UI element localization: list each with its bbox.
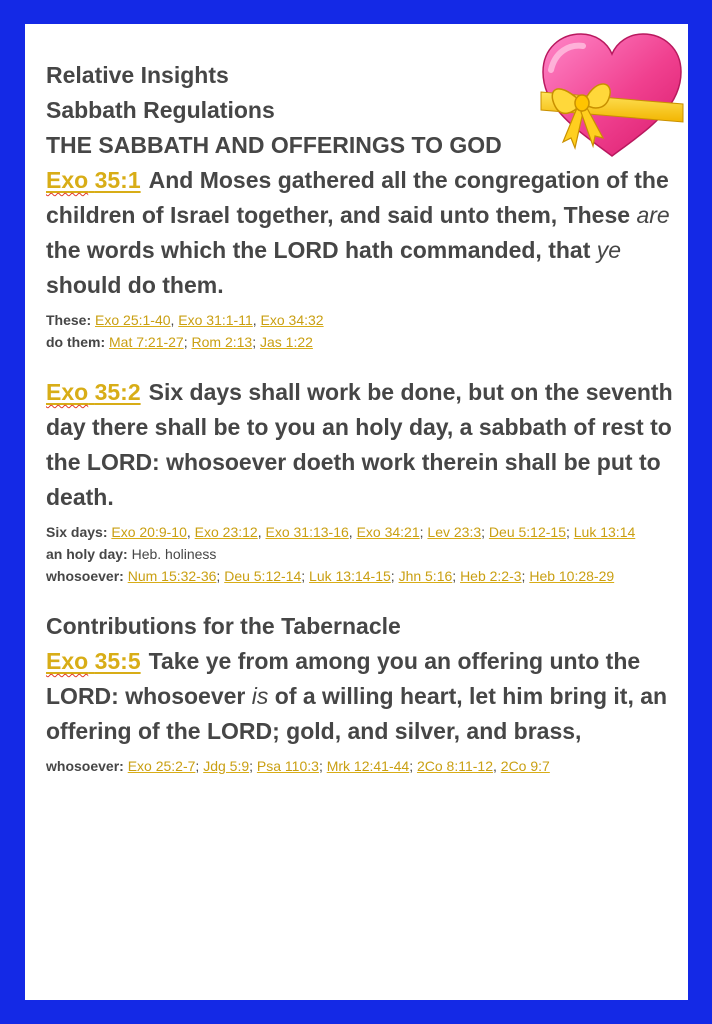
separator: ; xyxy=(183,334,192,350)
note-text: Heb. holiness xyxy=(131,546,217,562)
separator: ; xyxy=(419,524,428,540)
separator: ; xyxy=(409,758,417,774)
ref-book: Exo xyxy=(46,167,89,193)
separator: ; xyxy=(481,524,489,540)
heading-sabbath-regulations: Sabbath Regulations xyxy=(46,97,275,123)
verse-ref-exo-35-1[interactable] xyxy=(46,167,141,193)
cross-ref-link[interactable]: Deu 5:12-14 xyxy=(224,568,302,584)
note-label: Six days: xyxy=(46,524,108,540)
cross-references-35-1 xyxy=(46,309,676,353)
cross-ref-link[interactable]: Jdg 5:9 xyxy=(203,758,250,774)
note-label: whosoever: xyxy=(46,568,124,584)
document-page xyxy=(25,24,688,1000)
note-whosoever xyxy=(46,565,676,587)
separator: ; xyxy=(249,758,257,774)
cross-ref-link[interactable]: Deu 5:12-15 xyxy=(488,524,566,540)
verse-text: the words which the LORD hath commanded, that xyxy=(46,237,597,263)
note-holy-day xyxy=(46,543,676,565)
separator: ; xyxy=(452,568,461,584)
heading-relative-insights: Relative Insights xyxy=(46,62,229,88)
ref-num: 35:1 xyxy=(94,167,141,193)
verse-text: of a willing heart, let him bring it, an offering of the LORD; gold, and silver, and brass, xyxy=(46,683,668,744)
separator: , xyxy=(170,312,179,328)
separator: ; xyxy=(565,524,574,540)
verse-text: And Moses gathered all the congregation of the children of Israel together, and said unto them, These xyxy=(46,167,669,228)
separator: ; xyxy=(390,568,399,584)
separator: ; xyxy=(301,568,310,584)
document-content xyxy=(46,58,676,777)
cross-ref-link[interactable]: Luk 13:14 xyxy=(573,524,636,540)
heart-with-ribbon-icon xyxy=(537,30,687,160)
cross-references-35-5 xyxy=(46,755,676,777)
cross-ref-link[interactable]: 2Co 9:7 xyxy=(500,758,550,774)
separator: ; xyxy=(195,758,204,774)
ref-book: Exo xyxy=(46,648,89,674)
separator: ; xyxy=(252,334,260,350)
note-label: whosoever: xyxy=(46,758,124,774)
cross-ref-link[interactable]: Mrk 12:41-44 xyxy=(326,758,410,774)
note-label: These: xyxy=(46,312,92,328)
cross-ref-link[interactable]: Exo 34:21 xyxy=(356,524,420,540)
ref-num: 35:2 xyxy=(94,379,141,405)
verse-exo-35-5 xyxy=(46,644,676,749)
heading-sabbath-offerings: THE SABBATH AND OFFERINGS TO GOD xyxy=(46,132,502,158)
separator: , xyxy=(348,524,357,540)
verse-ref-exo-35-2[interactable] xyxy=(46,379,141,405)
cross-ref-link[interactable]: Jas 1:22 xyxy=(259,334,313,350)
cross-ref-link[interactable]: Heb 2:2-3 xyxy=(460,568,522,584)
separator: ; xyxy=(318,758,327,774)
note-six-days xyxy=(46,521,676,543)
separator: , xyxy=(257,524,266,540)
verse-exo-35-1 xyxy=(46,163,676,303)
separator: , xyxy=(186,524,195,540)
heading-contributions: Contributions for the Tabernacle xyxy=(46,613,401,639)
separator: ; xyxy=(216,568,225,584)
cross-ref-link[interactable]: Jhn 5:16 xyxy=(398,568,453,584)
note-do-them xyxy=(46,331,676,353)
cross-ref-link[interactable]: Exo 25:2-7 xyxy=(127,758,196,774)
cross-ref-link[interactable]: Exo 20:9-10 xyxy=(111,524,187,540)
cross-ref-link[interactable]: Exo 25:1-40 xyxy=(95,312,171,328)
verse-italic: is xyxy=(251,683,269,709)
verse-text: Six days shall work be done, but on the seventh day there shall be to you an holy day, a sabbath of rest to the LORD: whosoever doeth work therein shall be put to death. xyxy=(46,379,673,510)
cross-references-35-2 xyxy=(46,521,676,587)
cross-ref-link[interactable]: Num 15:32-36 xyxy=(127,568,217,584)
note-whosoever-35-5 xyxy=(46,755,676,777)
cross-ref-link[interactable]: Exo 23:12 xyxy=(194,524,258,540)
cross-ref-link[interactable]: Luk 13:14-15 xyxy=(309,568,391,584)
cross-ref-link[interactable]: Rom 2:13 xyxy=(191,334,253,350)
verse-exo-35-2 xyxy=(46,375,676,515)
cross-ref-link[interactable]: Psa 110:3 xyxy=(256,758,319,774)
separator: , xyxy=(493,758,501,774)
verse-text: Take ye from among you an offering unto the LORD: whosoever xyxy=(46,648,641,709)
separator: ; xyxy=(521,568,530,584)
verse-ref-exo-35-5[interactable] xyxy=(46,648,141,674)
cross-ref-link[interactable]: 2Co 8:11-12 xyxy=(416,758,493,774)
ref-book: Exo xyxy=(46,379,89,405)
verse-italic: ye xyxy=(596,237,622,263)
cross-ref-link[interactable]: Exo 31:13-16 xyxy=(265,524,349,540)
verse-text: should do them. xyxy=(46,272,224,298)
verse-italic: are xyxy=(636,202,670,228)
cross-ref-link[interactable]: Lev 23:3 xyxy=(427,524,482,540)
cross-ref-link[interactable]: Exo 31:1-11 xyxy=(178,312,253,328)
cross-ref-link[interactable]: Heb 10:28-29 xyxy=(529,568,615,584)
ref-num: 35:5 xyxy=(94,648,141,674)
note-these xyxy=(46,309,676,331)
cross-ref-link[interactable]: Exo 34:32 xyxy=(260,312,324,328)
note-label: do them: xyxy=(46,334,106,350)
note-label: an holy day: xyxy=(46,546,128,562)
cross-ref-link[interactable]: Mat 7:21-27 xyxy=(109,334,184,350)
separator: , xyxy=(252,312,261,328)
